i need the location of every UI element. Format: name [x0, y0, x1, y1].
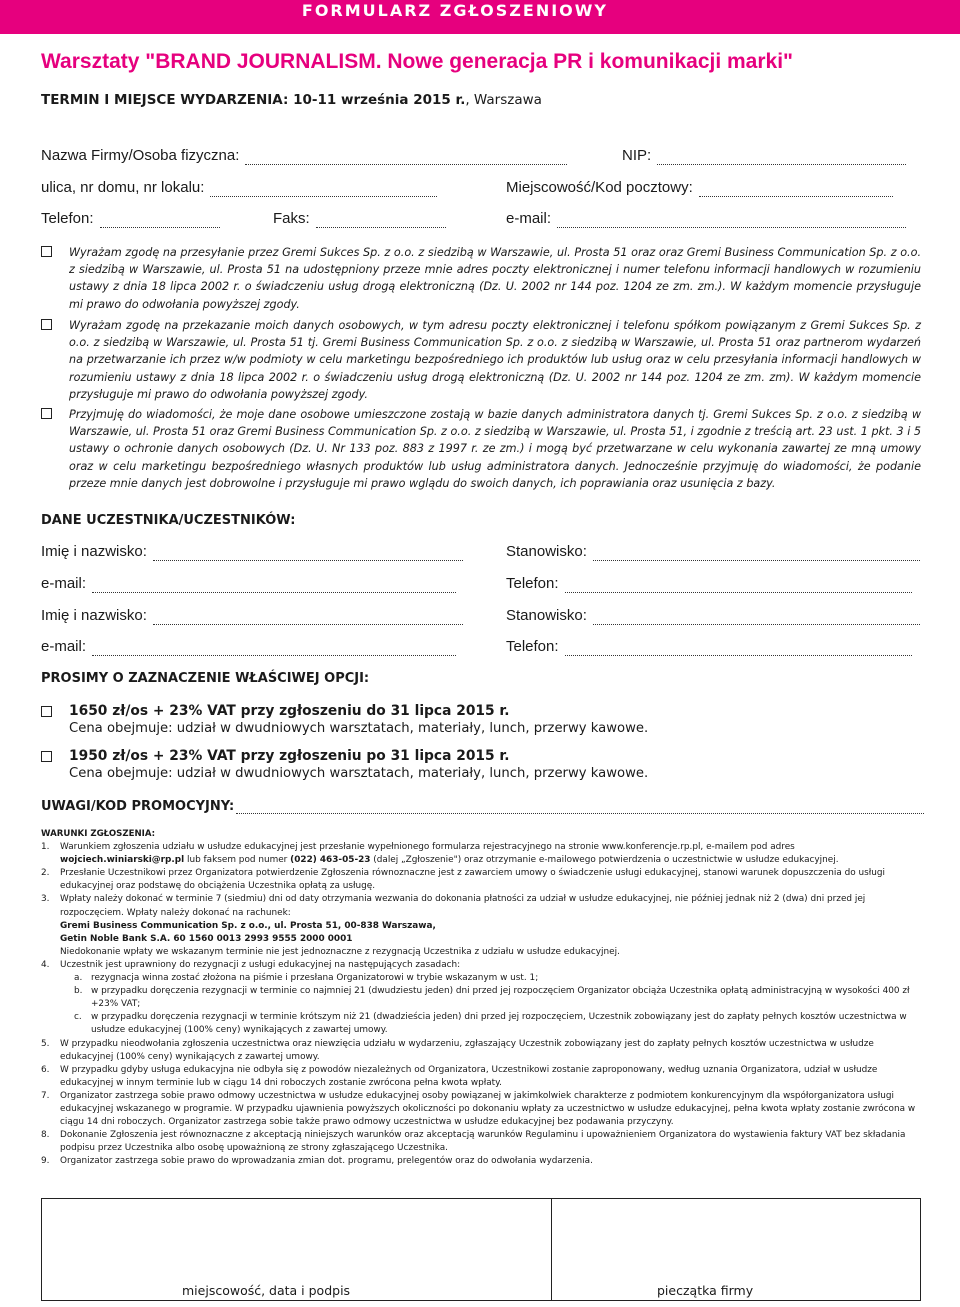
phone-field[interactable]: [41, 210, 220, 228]
consent-2: [41, 317, 921, 403]
remarks-input[interactable]: [236, 802, 924, 814]
signature-stamp-label: pieczątka firmy: [657, 1283, 754, 1298]
remarks-field[interactable]: [41, 799, 924, 814]
terms-item-6: 6. W przypadku gdyby usługa edukacyjna nie odbyła się z powodów niezależnych od Organizatora, Uczestnikowi zostanie zaproponowany, według uznania Organizatora, udział w usłudze edukacyjnej w innym terminie lub w ciągu 14 dni roboczych zostanie zwrócona pełna kwota wpłaty.: [41, 1064, 878, 1088]
terms-item-3: 3. Wpłaty należy dokonać w terminie 7 (siedmiu) dni od daty otrzymania wezwania do dokonania płatności za udział w usłudze edukacyjnej, nie później jednak niż 2 (dwa) dni przed jej rozpoczęciem. Wpłaty należy dokonać na rachunek: Gremi Business Communication Sp. z o.o., ul. Prosta 51, 00-838 Warszawa, Getin Noble Bank S.A. 60 1560 0013 2993 9555 2000 0001 Niedokonanie wpłaty we wskazanym terminie nie jest jednoznaczne z rezygnacją Uczestnika z udziału w usłudze edukacyjnej.: [41, 894, 866, 957]
event-title: Warsztaty "BRAND JOURNALISM. Nowe generacja PR i komunikacji marki": [41, 50, 793, 73]
participant-1-name-input[interactable]: [153, 547, 463, 561]
terms-fax: (022) 463-05-23: [290, 855, 371, 866]
option-early: [41, 702, 921, 737]
phone-input[interactable]: [100, 214, 220, 228]
nip-input[interactable]: [657, 151, 906, 165]
street-label: ulica, nr domu, nr lokalu:: [41, 179, 205, 196]
event-date: [41, 92, 542, 108]
participant-1-name-field[interactable]: [41, 543, 463, 561]
participant-1-name-label: Imię i nazwisko:: [41, 543, 147, 560]
fax-field[interactable]: [273, 210, 446, 228]
participant-2-position-label: Stanowisko:: [506, 607, 587, 624]
form-title: FORMULARZ ZGŁOSZENIOWY: [301, 1, 608, 20]
nip-label: NIP:: [622, 147, 652, 164]
terms-item-2: 2. Przesłanie Uczestnikowi przez Organizatora potwierdzenie Zgłoszenia równoznaczne jest z zawarciem umowy o świadczenie usługi edukacyjnej, stanowi warunek dopuszczenia do usługi edukacyjnej oraz podstawę do obciążenia Uczestnika opłatą za usługę.: [41, 868, 885, 892]
consent-3-text: Przyjmuję do wiadomości, że moje dane osobowe umieszczone zostają w bazie danych administratora danych tj. Gremi Sukces Sp. z o.o. z siedzibą w Warszawie, ul. Prosta 51 oraz Gremi Business Communication Sp. z o.o. z siedzibą w Warszawie, ul. Prosta 51, i zgodnie z treścią art. 23 ust. 1 pkt. 3 i 5 ustawy o ochronie danych osobowych (Dz. U. Nr 133 poz. 883 z 1997 r. ze zm.) i mogą być przetwarzane w celu wykonania zawartej ze mną umowy oraz w celu marketingu bezpośredniego własnych produktów lub usług administratora danych. Jednocześnie przyjmuję do wiadomości, że podanie przeze mnie danych jest dobrowolne i przysługuje mi prawo wglądu do swoich danych, ich poprawiania oraz usunięcia z bazy.: [69, 408, 921, 490]
email-field[interactable]: [506, 210, 906, 228]
participant-1-position-field[interactable]: [506, 543, 920, 561]
header-bar: [0, 0, 960, 34]
company-name-label: Nazwa Firmy/Osoba fizyczna:: [41, 147, 240, 164]
participant-2-email-field[interactable]: [41, 638, 456, 656]
company-name-field[interactable]: [41, 147, 567, 165]
option-early-price: 1650 zł/os + 23% VAT przy zgłoszeniu do 31 lipca 2015 r.: [69, 703, 510, 719]
participant-1-position-label: Stanowisko:: [506, 543, 587, 560]
participant-2-position-field[interactable]: [506, 607, 920, 625]
option-late-desc: Cena obejmuje: udział w dwudniowych warsztatach, materiały, lunch, przerwy kawowe.: [69, 766, 649, 781]
participants-heading: DANE UCZESTNIKA/UCZESTNIKÓW:: [41, 513, 296, 528]
event-place: , Warszawa: [465, 92, 542, 108]
consent-1-text: Wyrażam zgodę na przesyłanie przez Gremi Sukces Sp. z o.o. z siedzibą w Warszawie, ul. Prosta 51 oraz oraz Gremi Business Communication Sp. z o.o. z siedzibą w Warszawie, ul. Prosta 51 na udostępniony przeze mnie adres poczty elektronicznej i numer telefonu informacji handlowych w rozumieniu ustawy z dnia 18 lipca 2002 r. o świadczeniu usług drogą elektroniczną (Dz. U. 2002 nr 144 poz. 1204 ze zm. zm.). W każdym momencie przysługuje mi prawo do odwołania powyższej zgody.: [69, 246, 921, 311]
event-date-label: TERMIN I MIEJSCE WYDARZENIA: 10-11 września 2015 r.: [41, 92, 466, 108]
terms-item-1: 1. Warunkiem zgłoszenia udziału w usłudze edukacyjnej jest przesłanie wypełnionego formularza rejestracyjnego na stronie www.konferencje.rp.pl, e-mailem pod adres wojciech.winiarski@rp.pl lub faksem pod numer (022) 463-05-23 (dalej „Zgłoszenie") oraz otrzymanie e-mailowego potwierdzenia o uczestnictwie w usłudze edukacyjnej.: [41, 842, 839, 866]
fax-input[interactable]: [316, 214, 446, 228]
participant-1-email-input[interactable]: [92, 579, 456, 593]
terms-section: [41, 828, 921, 1168]
participant-1-phone-input[interactable]: [565, 579, 912, 593]
signature-place-label: miejscowość, data i podpis: [182, 1283, 351, 1298]
terms-heading: WARUNKI ZGŁOSZENIA:: [41, 829, 156, 839]
option-late: [41, 747, 921, 782]
participant-1-position-input[interactable]: [593, 547, 920, 561]
participant-1-email-field[interactable]: [41, 575, 456, 593]
email-input[interactable]: [557, 214, 906, 228]
terms-item-4c: c. w przypadku doręczenia rezygnacji w terminie krótszym niż 21 (dwadzieścia jeden) dni przed jej rozpoczęciem, Uczestnik zobowiązany jest do zapłaty pełnych kosztów uczestnictwa w usłudze edukacyjnej (100% ceny) wynikających z zawartej umowy.: [74, 1012, 907, 1036]
terms-email: wojciech.winiarski@rp.pl: [60, 855, 185, 866]
consent-3: [41, 406, 921, 492]
terms-item-4a: a. rezygnacja winna zostać złożona na piśmie i przesłana Organizatorowi w trybie wskazanym w ust. 1;: [74, 973, 539, 984]
consent-1: [41, 244, 921, 313]
city-input[interactable]: [699, 183, 893, 197]
participant-1-email-label: e-mail:: [41, 575, 87, 592]
city-label: Miejscowość/Kod pocztowy:: [506, 179, 693, 196]
terms-item-5: 5. W przypadku nieodwołania zgłoszenia uczestnictwa oraz niewzięcia udziału w wydarzeniu, zgłaszający Uczestnik zobowiązany jest do zapłaty pełnych kosztów uczestnictwa w usłudze edukacyjnej (100% ceny) wynikających z zawartej umowy.: [41, 1038, 874, 1062]
participant-2-name-input[interactable]: [153, 611, 463, 625]
nip-field[interactable]: [622, 147, 906, 165]
terms-item-4: 4. Uczestnik jest uprawniony do rezygnacji z usługi edukacyjnej na następujących zasadach:: [41, 959, 461, 970]
participant-2-email-input[interactable]: [92, 642, 456, 656]
consent-2-checkbox[interactable]: [41, 319, 52, 330]
consent-2-text: Wyrażam zgodę na przekazanie moich danych osobowych, w tym adresu poczty elektronicznej i telefonu spółkom powiązanym z Gremi Sukces Sp. z o.o. z siedzibą w Warszawie, ul. Prosta 51 tj. Gremi Business Communication Sp. z o.o. z siedzibą w Warszawie, ul. Prosta 51 oraz partnerom wydarzeń na przetwarzanie ich przez w/w podmioty w celu marketingu bezpośredniego ich produktów lub usług oraz w celu przesyłania informacji handlowych w rozumieniu ustawy z dnia 18 lipca 2002 r. o świadczeniu usług drogą elektroniczną (Dz. U. 2002 nr 144 poz. 1204 ze zm. zm). W każdym momencie przysługuje mi prawo do odwołania powyższej zgody.: [69, 319, 921, 401]
fax-label: Faks:: [273, 210, 310, 227]
signature-divider: [551, 1199, 552, 1300]
company-name-input[interactable]: [245, 151, 567, 165]
consent-1-checkbox[interactable]: [41, 246, 52, 257]
participant-2-phone-label: Telefon:: [506, 638, 559, 655]
terms-item-8: 8. Dokonanie Zgłoszenia jest równoznaczne z akceptacją niniejszych warunków oraz akceptacją warunków Regulaminu i upoważnieniem Organizatora do wystawienia faktury VAT bez składania podpisu przez Uczestnika albo osobę upoważnioną ze strony zgłaszającego Uczestnika.: [41, 1130, 906, 1154]
participant-2-name-label: Imię i nazwisko:: [41, 607, 147, 624]
terms-item-4b: b. w przypadku doręczenia rezygnacji w terminie co najmniej 21 (dwudziestu jeden) dni przed jej rozpoczęciem Organizator obciąża Uczestnika opłatą administracyjną w wysokości 400 zł +23% VAT;: [74, 986, 910, 1010]
participant-2-phone-field[interactable]: [506, 638, 912, 656]
participant-2-email-label: e-mail:: [41, 638, 87, 655]
terms-bank-line-1: Gremi Business Communication Sp. z o.o., ul. Prosta 51, 00-838 Warszawa,: [60, 920, 436, 931]
option-early-desc: Cena obejmuje: udział w dwudniowych warsztatach, materiały, lunch, przerwy kawowe.: [69, 721, 649, 736]
option-late-checkbox[interactable]: [41, 751, 52, 762]
options-heading: PROSIMY O ZAZNACZENIE WŁAŚCIWEJ OPCJI:: [41, 671, 370, 686]
participant-2-name-field[interactable]: [41, 607, 463, 625]
remarks-label: UWAGI/KOD PROMOCYJNY:: [41, 799, 235, 814]
option-early-checkbox[interactable]: [41, 706, 52, 717]
terms-item-9: 9. Organizator zastrzega sobie prawo do wprowadzania zmian dot. programu, prelegentów oraz do odwołania wydarzenia.: [41, 1156, 593, 1167]
phone-label: Telefon:: [41, 210, 94, 227]
participant-2-phone-input[interactable]: [565, 642, 912, 656]
option-late-price: 1950 zł/os + 23% VAT przy zgłoszeniu po 31 lipca 2015 r.: [69, 748, 510, 764]
street-input[interactable]: [210, 183, 437, 197]
participant-2-position-input[interactable]: [593, 611, 920, 625]
terms-item-7: 7. Organizator zastrzega sobie prawo odmowy uczestnictwa w usłudze edukacyjnej osoby powiązanej w jakimkolwiek charakterze z podmiotem konkurencyjnym dla współorganizatora usługi edukacyjnej wskazanego w programie. W przypadku ujawnienia powyższych okoliczności po dokonaniu wpłaty za uczestnictwo w usłudze edukacyjnej, pełna kwota wpłaty zostanie zwrócona w ciągu 14 dni roboczych. Organizator zastrzega sobie także prawo odmowy uczestnictwa w usłudze edukacyjnej bez podawania przyczyny.: [41, 1090, 916, 1128]
consent-3-checkbox[interactable]: [41, 408, 52, 419]
signature-box[interactable]: [41, 1198, 921, 1301]
participant-1-phone-label: Telefon:: [506, 575, 559, 592]
street-field[interactable]: [41, 179, 437, 197]
city-field[interactable]: [506, 179, 893, 197]
email-label: e-mail:: [506, 210, 552, 227]
terms-bank-line-2: Getin Noble Bank S.A. 60 1560 0013 2993 9555 2000 0001: [60, 933, 353, 944]
participant-1-phone-field[interactable]: [506, 575, 912, 593]
